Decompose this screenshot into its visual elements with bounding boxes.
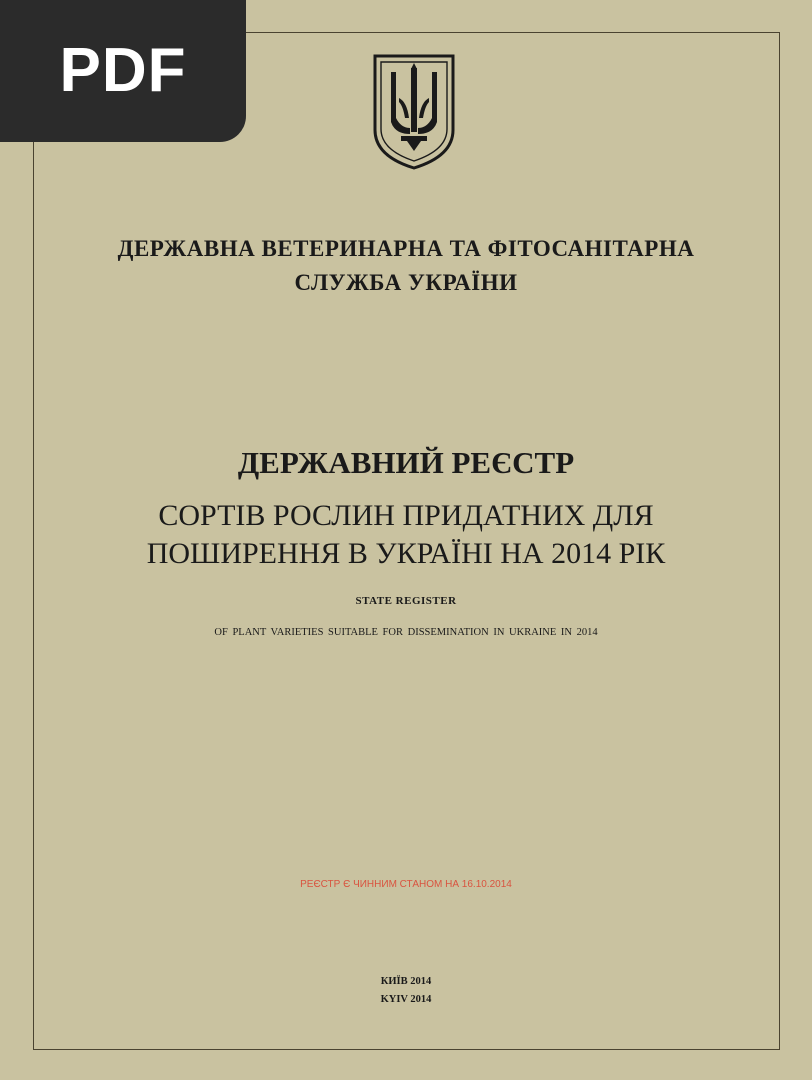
agency-name-line-1: ДЕРЖАВНА ВЕТЕРИНАРНА ТА ФІТОСАНІТАРНА	[117, 236, 695, 261]
register-subtitle-line-1: СОРТІВ РОСЛИН ПРИДАТНИХ ДЛЯ	[158, 499, 654, 532]
city-year-ukrainian: КИЇВ 2014	[380, 976, 432, 987]
pdf-badge: PDF	[0, 0, 246, 142]
agency-name-line-2: СЛУЖБА УКРАЇНИ	[294, 270, 518, 295]
register-status-note: РЕЄСТР Є ЧИННИМ СТАНОМ НА 16.10.2014	[300, 879, 512, 890]
english-subtitle: OF PLANT VARIETIES SUITABLE FOR DISSEMINATION IN UKRAINE IN 2014	[214, 627, 598, 638]
register-subtitle-line-2: ПОШИРЕННЯ В УКРАЇНІ НА 2014 РІК	[146, 537, 666, 570]
ukraine-trident-emblem-icon	[371, 52, 457, 172]
register-title: ДЕРЖАВНИЙ РЕЄСТР	[237, 445, 575, 480]
city-year-english: KYIV 2014	[380, 994, 432, 1005]
english-title: STATE REGISTER	[355, 595, 457, 607]
